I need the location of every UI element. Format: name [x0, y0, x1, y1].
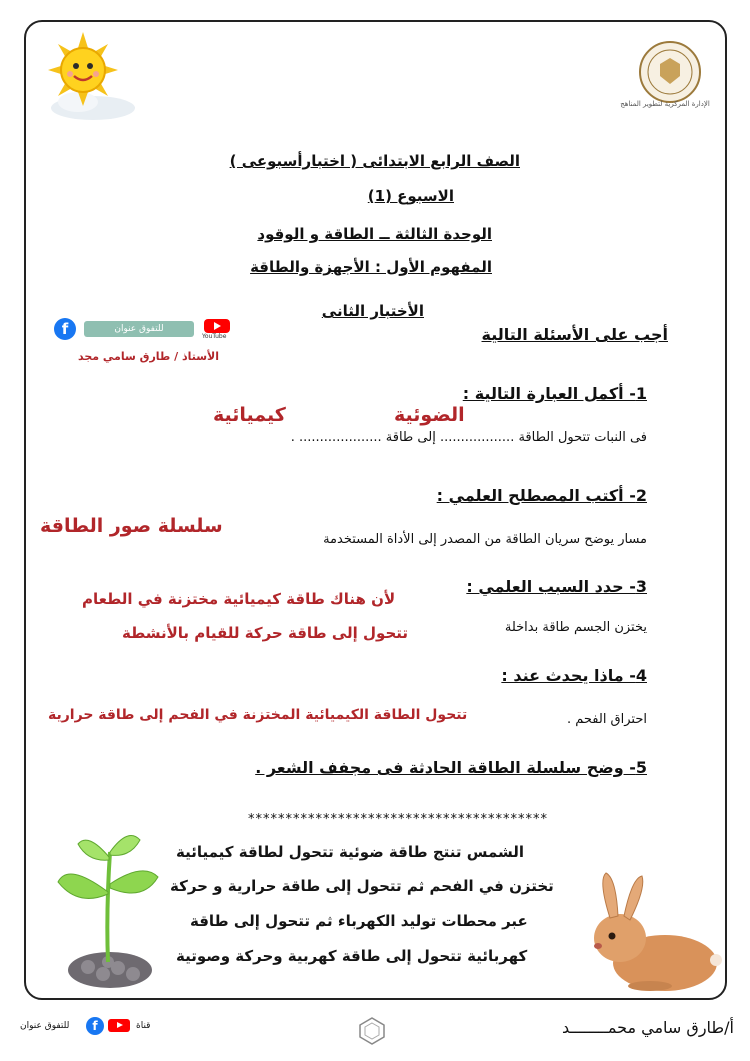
- final-answer-line-1: الشمس تنتج طاقة ضوئية تتحول لطاقة كيميائية: [176, 843, 525, 861]
- plant-icon: [48, 822, 168, 992]
- question-1-answer-2: كيميائية: [213, 404, 286, 426]
- concept-title: المفهوم الأول : الأجهزة والطاقة: [250, 258, 492, 276]
- question-1-prompt: فى النبات تتحول الطاقة .................. إلى طاقة .................... .: [290, 430, 647, 445]
- footer-channel-prefix: قناة: [136, 1021, 151, 1031]
- ministry-text: الإدارة المركزية لتطوير المناهج: [620, 100, 710, 108]
- question-3-answer-1: لأن هناك طاقة كيميائية مختزنة في الطعام: [82, 590, 396, 608]
- rabbit-icon: [580, 868, 722, 993]
- question-4-answer-1: تتحول الطاقة الكيميائية المختزنة في الفحم إلى طاقة حرارية: [48, 707, 468, 723]
- question-3-prompt: يختزن الجسم طاقة بداخلة: [504, 620, 647, 635]
- channel-label: للتفوق عنوان: [84, 321, 194, 337]
- question-2-answer-1: سلسلة صور الطاقة: [40, 515, 223, 537]
- question-3-title: 3- حدد السبب العلمي :: [466, 577, 647, 596]
- answer-separator: ****************************************: [248, 812, 548, 827]
- youtube-icon-play: [214, 322, 221, 330]
- instructions: أجب على الأسئلة التالية: [481, 325, 668, 344]
- unit-title: الوحدة الثالثة ــ الطاقة و الوقود: [257, 225, 492, 243]
- grade-title: الصف الرابع الابتدائى ( اختبارأسبوعى ): [229, 152, 520, 170]
- youtube-text: YouTube: [202, 333, 227, 340]
- test-title: الأختبار الثانى: [321, 302, 424, 320]
- question-2-title: 2- أكتب المصطلح العلمي :: [436, 486, 647, 505]
- ornament-icon: [358, 1016, 386, 1046]
- question-3-answer-2: تتحول إلى طاقة حركة للقيام بالأنشطة: [122, 624, 409, 642]
- question-1-answer-1: الضوئية: [394, 404, 465, 426]
- footer-facebook-icon: f: [86, 1017, 104, 1035]
- facebook-icon: f: [54, 318, 76, 340]
- footer-youtube-play: [117, 1022, 123, 1028]
- question-4-title: 4- ماذا يحدث عند :: [501, 666, 647, 685]
- channel-badge[interactable]: [54, 318, 244, 340]
- final-answer-line-4: كهربائية تتحول إلى طاقة كهربية وحركة وصوتية: [176, 947, 528, 965]
- final-answer-line-2: تختزن في الفحم ثم تتحول إلى طاقة حرارية و حركة: [170, 877, 554, 895]
- footer-channel-name: للتفوق عنوان: [20, 1021, 70, 1031]
- footer-signature: أ/طارق سامي محمــــــــد: [562, 1018, 734, 1037]
- sun-cloud-icon: [38, 30, 138, 125]
- question-5-title: 5- وضح سلسلة الطاقة الحادثة فى مجفف الشعر .: [255, 758, 647, 777]
- question-2-prompt: مسار يوضح سريان الطاقة من المصدر إلى الأداة المستخدمة: [323, 532, 647, 547]
- week-title: الاسبوع (1): [367, 187, 454, 205]
- question-1-title: 1- أكمل العبارة التالية :: [462, 384, 647, 403]
- question-4-prompt: احتراق الفحم .: [566, 712, 647, 727]
- teacher-credit: الأستاذ / طارق سامي مجد: [78, 350, 220, 363]
- footer-channel[interactable]: [20, 1017, 160, 1039]
- final-answer-line-3: عبر محطات توليد الكهرباء ثم تتحول إلى طاقة: [190, 912, 528, 930]
